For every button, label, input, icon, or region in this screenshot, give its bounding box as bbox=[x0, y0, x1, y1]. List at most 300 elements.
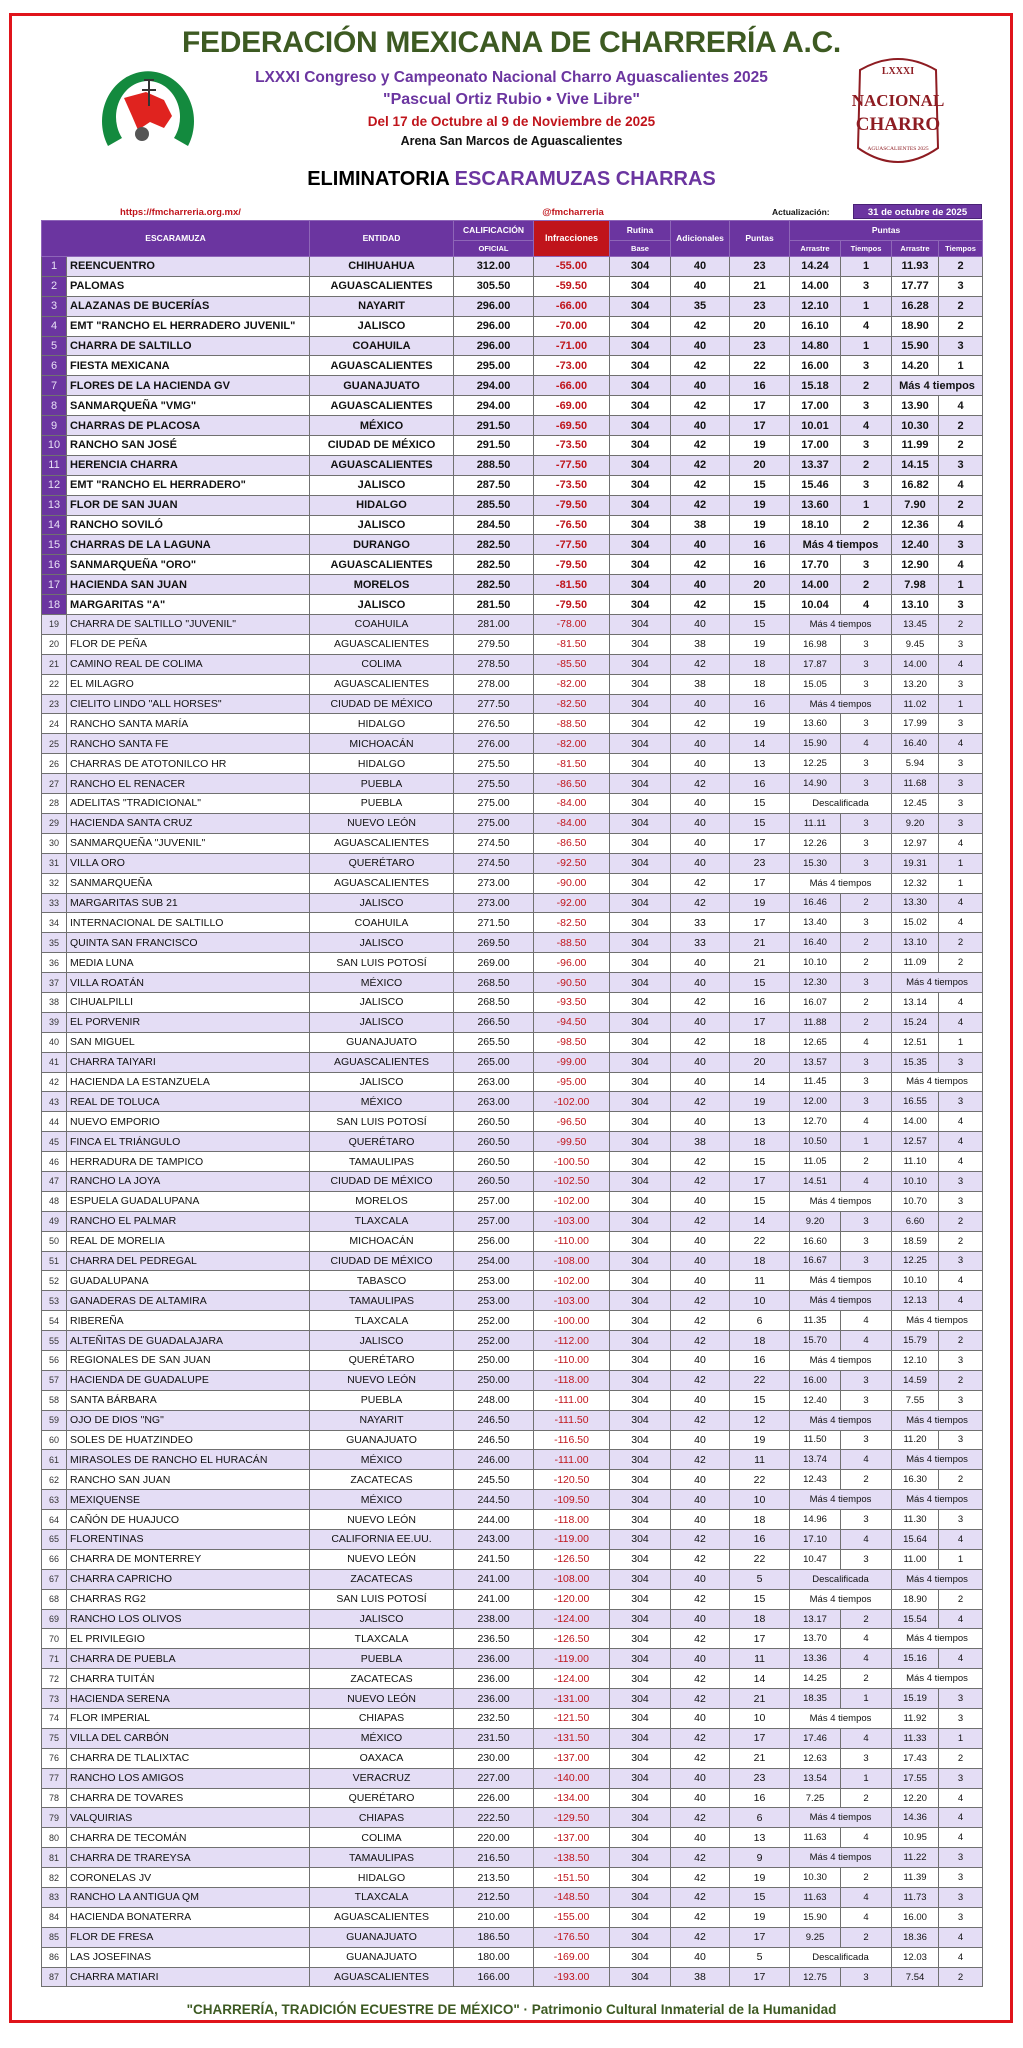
cell-arrastre-2: 12.10 bbox=[892, 1350, 939, 1370]
cell-arrastre-1: Más 4 tiempos bbox=[790, 1709, 892, 1729]
cell-arrastre-1: Más 4 tiempos bbox=[790, 1410, 892, 1430]
cell-arrastre-2: 10.95 bbox=[892, 1828, 939, 1848]
cell-arrastre-1: Descalificada bbox=[790, 1947, 892, 1967]
cell-tiempos-1: 4 bbox=[841, 1828, 892, 1848]
cell-infracciones: -124.00 bbox=[534, 1609, 610, 1629]
cell-puntas: 18 bbox=[730, 1251, 790, 1271]
cell-adicionales: 42 bbox=[671, 475, 730, 495]
cell-puntas: 15 bbox=[730, 475, 790, 495]
cell-adicionales: 42 bbox=[671, 1689, 730, 1709]
cell-escaramuza: INTERNACIONAL DE SALTILLO bbox=[67, 913, 310, 933]
cell-rutina: 304 bbox=[610, 1748, 671, 1768]
cell-arrastre-2: 15.19 bbox=[892, 1689, 939, 1709]
cell-arrastre-2: 15.16 bbox=[892, 1649, 939, 1669]
cell-infracciones: -99.50 bbox=[534, 1132, 610, 1152]
cell-rank: 7 bbox=[42, 376, 67, 396]
cell-entidad: MÉXICO bbox=[310, 973, 454, 993]
table-row bbox=[42, 913, 983, 933]
cell-tiempos-2: 1 bbox=[939, 1032, 983, 1052]
cell-infracciones: -131.00 bbox=[534, 1689, 610, 1709]
cell-arrastre-1: 16.10 bbox=[790, 316, 841, 336]
cell-puntas: 23 bbox=[730, 296, 790, 316]
cell-entidad: TAMAULIPAS bbox=[310, 1152, 454, 1172]
cell-adicionales: 40 bbox=[671, 1112, 730, 1132]
cell-rutina: 304 bbox=[610, 396, 671, 416]
cell-arrastre-1: 18.35 bbox=[790, 1689, 841, 1709]
cell-arrastre-2: 12.20 bbox=[892, 1788, 939, 1808]
cell-rank: 64 bbox=[42, 1510, 67, 1530]
cell-tiempos-1: 4 bbox=[841, 1032, 892, 1052]
cell-adicionales: 42 bbox=[671, 1748, 730, 1768]
cell-arrastre-1: 16.67 bbox=[790, 1251, 841, 1271]
svg-text:LXXXI: LXXXI bbox=[881, 66, 915, 77]
table-row bbox=[42, 1231, 983, 1251]
cell-calificacion: 296.00 bbox=[454, 336, 534, 356]
cell-escaramuza: EMT "RANCHO EL HERRADERO" bbox=[67, 475, 310, 495]
cell-rank: 41 bbox=[42, 1052, 67, 1072]
cell-arrastre-2: 17.77 bbox=[892, 276, 939, 296]
cell-calificacion: 273.00 bbox=[454, 873, 534, 893]
cell-rutina: 304 bbox=[610, 615, 671, 635]
cell-rank: 66 bbox=[42, 1549, 67, 1569]
cell-adicionales: 40 bbox=[671, 1390, 730, 1410]
cell-adicionales: 42 bbox=[671, 774, 730, 794]
cell-arrastre-1: 10.01 bbox=[790, 416, 841, 436]
svg-text:CHARRO: CHARRO bbox=[855, 114, 941, 135]
col-tiempos-1: Tiempos bbox=[841, 241, 892, 257]
cell-arrastre-2: 17.99 bbox=[892, 714, 939, 734]
cell-rank: 59 bbox=[42, 1410, 67, 1430]
cell-tiempos-1: 2 bbox=[841, 1152, 892, 1172]
cell-puntas: 21 bbox=[730, 276, 790, 296]
cell-arrastre-2: 15.54 bbox=[892, 1609, 939, 1629]
cell-entidad: AGUASCALIENTES bbox=[310, 356, 454, 376]
cell-entidad: PUEBLA bbox=[310, 1390, 454, 1410]
col-entidad: ENTIDAD bbox=[310, 221, 454, 257]
cell-escaramuza: FLORENTINAS bbox=[67, 1530, 310, 1550]
cell-arrastre-2: 7.54 bbox=[892, 1967, 939, 1987]
cell-tiempos-1: 3 bbox=[841, 674, 892, 694]
cell-infracciones: -119.00 bbox=[534, 1649, 610, 1669]
table-row bbox=[42, 276, 983, 296]
cell-arrastre-2: 10.10 bbox=[892, 1171, 939, 1191]
table-row bbox=[42, 694, 983, 714]
cell-tiempos-1: 4 bbox=[841, 1112, 892, 1132]
col-adicionales: Adicionales bbox=[671, 221, 730, 257]
cell-rutina: 304 bbox=[610, 634, 671, 654]
cell-tiempos-1: 1 bbox=[841, 336, 892, 356]
cell-calificacion: 260.50 bbox=[454, 1112, 534, 1132]
cell-rank: 3 bbox=[42, 296, 67, 316]
cell-entidad: JALISCO bbox=[310, 992, 454, 1012]
cell-puntas: 9 bbox=[730, 1848, 790, 1868]
cell-calificacion: 296.00 bbox=[454, 296, 534, 316]
cell-arrastre-1: 13.57 bbox=[790, 1052, 841, 1072]
cell-rank: 11 bbox=[42, 455, 67, 475]
cell-puntas: 10 bbox=[730, 1709, 790, 1729]
cell-arrastre-1: Más 4 tiempos bbox=[790, 873, 892, 893]
cell-arrastre-2: 11.09 bbox=[892, 953, 939, 973]
cell-entidad: CIUDAD DE MÉXICO bbox=[310, 694, 454, 714]
cell-rutina: 304 bbox=[610, 555, 671, 575]
cell-puntas: 19 bbox=[730, 515, 790, 535]
cell-rutina: 304 bbox=[610, 1012, 671, 1032]
cell-infracciones: -66.00 bbox=[534, 376, 610, 396]
table-row bbox=[42, 1132, 983, 1152]
cell-puntas: 22 bbox=[730, 1231, 790, 1251]
cell-calificacion: 250.00 bbox=[454, 1350, 534, 1370]
cell-adicionales: 40 bbox=[671, 1510, 730, 1530]
cell-entidad: MÉXICO bbox=[310, 1728, 454, 1748]
cell-entidad: NUEVO LEÓN bbox=[310, 813, 454, 833]
cell-escaramuza: CIHUALPILLI bbox=[67, 992, 310, 1012]
cell-infracciones: -137.00 bbox=[534, 1828, 610, 1848]
cell-rank: 48 bbox=[42, 1191, 67, 1211]
cell-adicionales: 40 bbox=[671, 336, 730, 356]
cell-tiempos-1: 2 bbox=[841, 1012, 892, 1032]
cell-calificacion: 244.50 bbox=[454, 1490, 534, 1510]
cell-adicionales: 38 bbox=[671, 674, 730, 694]
cell-calificacion: 277.50 bbox=[454, 694, 534, 714]
cell-arrastre-2: 11.22 bbox=[892, 1848, 939, 1868]
cell-arrastre-2: 12.03 bbox=[892, 1947, 939, 1967]
cell-entidad: PUEBLA bbox=[310, 1649, 454, 1669]
cell-calificacion: 260.50 bbox=[454, 1132, 534, 1152]
cell-calificacion: 288.50 bbox=[454, 455, 534, 475]
cell-calificacion: 257.00 bbox=[454, 1211, 534, 1231]
cell-arrastre-2: 12.32 bbox=[892, 873, 939, 893]
cell-escaramuza: ALTEÑITAS DE GUADALAJARA bbox=[67, 1331, 310, 1351]
table-row bbox=[42, 376, 983, 396]
cell-arrastre-1: Más 4 tiempos bbox=[790, 535, 892, 555]
cell-calificacion: 213.50 bbox=[454, 1868, 534, 1888]
cell-entidad: QUERÉTARO bbox=[310, 853, 454, 873]
cell-calificacion: 294.00 bbox=[454, 396, 534, 416]
cell-infracciones: -138.50 bbox=[534, 1848, 610, 1868]
cell-adicionales: 42 bbox=[671, 1032, 730, 1052]
cell-entidad: GUANAJUATO bbox=[310, 1947, 454, 1967]
cell-rutina: 304 bbox=[610, 475, 671, 495]
cell-rank: 57 bbox=[42, 1370, 67, 1390]
cell-entidad: AGUASCALIENTES bbox=[310, 555, 454, 575]
cell-escaramuza: CHARRA TAIYARI bbox=[67, 1052, 310, 1072]
cell-entidad: AGUASCALIENTES bbox=[310, 396, 454, 416]
cell-tiempos-1: 3 bbox=[841, 714, 892, 734]
cell-infracciones: -84.00 bbox=[534, 794, 610, 814]
cell-arrastre-1: Descalificada bbox=[790, 1569, 892, 1589]
cell-arrastre-2: 11.39 bbox=[892, 1868, 939, 1888]
cell-tiempos-2: 4 bbox=[939, 833, 983, 853]
cell-calificacion: 244.00 bbox=[454, 1510, 534, 1530]
cell-calificacion: 252.00 bbox=[454, 1311, 534, 1331]
cell-adicionales: 40 bbox=[671, 754, 730, 774]
cell-infracciones: -90.00 bbox=[534, 873, 610, 893]
cell-arrastre-1: 12.40 bbox=[790, 1390, 841, 1410]
cell-adicionales: 42 bbox=[671, 1171, 730, 1191]
table-row bbox=[42, 1569, 983, 1589]
cell-tiempos-2: 2 bbox=[939, 1470, 983, 1490]
cell-puntas: 21 bbox=[730, 933, 790, 953]
cell-puntas: 19 bbox=[730, 436, 790, 456]
cell-entidad: ZACATECAS bbox=[310, 1569, 454, 1589]
cell-arrastre-2: 13.45 bbox=[892, 615, 939, 635]
cell-entidad: NUEVO LEÓN bbox=[310, 1370, 454, 1390]
cell-escaramuza: RANCHO SANTA MARÍA bbox=[67, 714, 310, 734]
cell-entidad: NAYARIT bbox=[310, 296, 454, 316]
cell-rutina: 304 bbox=[610, 495, 671, 515]
cell-entidad: MORELOS bbox=[310, 575, 454, 595]
cell-infracciones: -120.00 bbox=[534, 1589, 610, 1609]
cell-arrastre-1: 13.37 bbox=[790, 455, 841, 475]
cell-escaramuza: REAL DE MORELIA bbox=[67, 1231, 310, 1251]
cell-rutina: 304 bbox=[610, 794, 671, 814]
cell-tiempos-1: 3 bbox=[841, 436, 892, 456]
cell-entidad: QUERÉTARO bbox=[310, 1350, 454, 1370]
cell-puntas: 17 bbox=[730, 1927, 790, 1947]
cell-puntas: 18 bbox=[730, 654, 790, 674]
cell-puntas: 20 bbox=[730, 1052, 790, 1072]
cell-escaramuza: HACIENDA BONATERRA bbox=[67, 1907, 310, 1927]
cell-puntas: 17 bbox=[730, 1171, 790, 1191]
cell-tiempos-1: 3 bbox=[841, 654, 892, 674]
cell-infracciones: -102.50 bbox=[534, 1171, 610, 1191]
cell-puntas: 15 bbox=[730, 973, 790, 993]
cell-arrastre-1: 16.40 bbox=[790, 933, 841, 953]
cell-adicionales: 42 bbox=[671, 1370, 730, 1390]
cell-rutina: 304 bbox=[610, 1112, 671, 1132]
cell-escaramuza: CHARRA DE TRAREYSA bbox=[67, 1848, 310, 1868]
cell-rank: 68 bbox=[42, 1589, 67, 1609]
cell-escaramuza: FLORES DE LA HACIENDA GV bbox=[67, 376, 310, 396]
cell-escaramuza: ADELITAS "TRADICIONAL" bbox=[67, 794, 310, 814]
cell-entidad: GUANAJUATO bbox=[310, 1927, 454, 1947]
cell-rutina: 304 bbox=[610, 774, 671, 794]
cell-tiempos-1: 3 bbox=[841, 634, 892, 654]
cell-adicionales: 42 bbox=[671, 1848, 730, 1868]
cell-rutina: 304 bbox=[610, 1589, 671, 1609]
cell-puntas: 16 bbox=[730, 992, 790, 1012]
cell-calificacion: 285.50 bbox=[454, 495, 534, 515]
cell-arrastre-1: 16.60 bbox=[790, 1231, 841, 1251]
cell-escaramuza: CHARRA DE TECOMÁN bbox=[67, 1828, 310, 1848]
cell-calificacion: 291.50 bbox=[454, 416, 534, 436]
cell-calificacion: 282.50 bbox=[454, 555, 534, 575]
cell-arrastre-1: 12.26 bbox=[790, 833, 841, 853]
cell-tiempos-1: 2 bbox=[841, 1470, 892, 1490]
table-row bbox=[42, 714, 983, 734]
cell-rank: 47 bbox=[42, 1171, 67, 1191]
cell-arrastre-2: 18.36 bbox=[892, 1927, 939, 1947]
cell-infracciones: -82.00 bbox=[534, 734, 610, 754]
cell-adicionales: 38 bbox=[671, 1967, 730, 1987]
cell-infracciones: -121.50 bbox=[534, 1709, 610, 1729]
cell-tiempos-1: 2 bbox=[841, 575, 892, 595]
cell-calificacion: 305.50 bbox=[454, 276, 534, 296]
cell-rank: 49 bbox=[42, 1211, 67, 1231]
cell-adicionales: 40 bbox=[671, 1072, 730, 1092]
cell-rank: 83 bbox=[42, 1888, 67, 1908]
cell-adicionales: 40 bbox=[671, 1490, 730, 1510]
cell-entidad: COAHUILA bbox=[310, 336, 454, 356]
cell-arrastre-2: 12.97 bbox=[892, 833, 939, 853]
table-row bbox=[42, 1092, 983, 1112]
cell-arrastre-1: 12.63 bbox=[790, 1748, 841, 1768]
cell-arrastre-2: 16.40 bbox=[892, 734, 939, 754]
cell-puntas: 23 bbox=[730, 853, 790, 873]
cell-rutina: 304 bbox=[610, 1669, 671, 1689]
cell-arrastre-1: 11.63 bbox=[790, 1888, 841, 1908]
cell-infracciones: -69.50 bbox=[534, 416, 610, 436]
cell-tiempos-1: 2 bbox=[841, 1669, 892, 1689]
cell-puntas: 23 bbox=[730, 1768, 790, 1788]
cell-entidad: SAN LUIS POTOSÍ bbox=[310, 1112, 454, 1132]
cell-tiempos-2: 4 bbox=[939, 1788, 983, 1808]
cell-entidad: MÉXICO bbox=[310, 1092, 454, 1112]
cell-infracciones: -71.00 bbox=[534, 336, 610, 356]
cell-rutina: 304 bbox=[610, 1768, 671, 1788]
cell-escaramuza: ESPUELA GUADALUPANA bbox=[67, 1191, 310, 1211]
cell-tiempos-2: 3 bbox=[939, 1390, 983, 1410]
table-row bbox=[42, 1470, 983, 1490]
cell-puntas: 15 bbox=[730, 1191, 790, 1211]
cell-infracciones: -110.00 bbox=[534, 1350, 610, 1370]
cell-arrastre-1: Más 4 tiempos bbox=[790, 1808, 892, 1828]
cell-rank: 22 bbox=[42, 674, 67, 694]
cell-tiempos-2: 4 bbox=[939, 1609, 983, 1629]
cell-calificacion: 236.00 bbox=[454, 1649, 534, 1669]
cell-tiempos-1: 4 bbox=[841, 1629, 892, 1649]
cell-tiempos-2: 2 bbox=[939, 1331, 983, 1351]
cell-arrastre-1: 12.25 bbox=[790, 754, 841, 774]
cell-tiempos-2: 4 bbox=[939, 1271, 983, 1291]
cell-tiempos-1: 2 bbox=[841, 992, 892, 1012]
cell-entidad: PUEBLA bbox=[310, 774, 454, 794]
cell-puntas: 21 bbox=[730, 953, 790, 973]
cell-calificacion: 278.50 bbox=[454, 654, 534, 674]
cell-escaramuza: CHARRA CAPRICHO bbox=[67, 1569, 310, 1589]
cell-adicionales: 40 bbox=[671, 1430, 730, 1450]
cell-rank: 37 bbox=[42, 973, 67, 993]
cell-arrastre-1: 13.17 bbox=[790, 1609, 841, 1629]
cell-entidad: NUEVO LEÓN bbox=[310, 1510, 454, 1530]
cell-rank: 51 bbox=[42, 1251, 67, 1271]
cell-puntas: 19 bbox=[730, 1907, 790, 1927]
cell-puntas: 21 bbox=[730, 1689, 790, 1709]
cell-tiempos-2: 4 bbox=[939, 515, 983, 535]
cell-escaramuza: FLOR DE PEÑA bbox=[67, 634, 310, 654]
cell-tiempos-2: 3 bbox=[939, 276, 983, 296]
cell-arrastre-1: 14.24 bbox=[790, 257, 841, 277]
cell-arrastre-2: 13.10 bbox=[892, 595, 939, 615]
cell-arrastre-1: 12.10 bbox=[790, 296, 841, 316]
cell-tiempos-2: 2 bbox=[939, 1748, 983, 1768]
cell-rutina: 304 bbox=[610, 1907, 671, 1927]
cell-calificacion: 226.00 bbox=[454, 1788, 534, 1808]
cell-infracciones: -126.50 bbox=[534, 1549, 610, 1569]
table-row bbox=[42, 1191, 983, 1211]
cell-calificacion: 243.00 bbox=[454, 1530, 534, 1550]
cell-tiempos-1: 3 bbox=[841, 1390, 892, 1410]
cell-rutina: 304 bbox=[610, 515, 671, 535]
cell-entidad: NUEVO LEÓN bbox=[310, 1689, 454, 1709]
table-row bbox=[42, 1390, 983, 1410]
cell-puntas: 16 bbox=[730, 694, 790, 714]
cell-arrastre-2: Más 4 tiempos bbox=[892, 1669, 983, 1689]
table-row bbox=[42, 416, 983, 436]
cell-arrastre-2: 11.02 bbox=[892, 694, 939, 714]
cell-puntas: 5 bbox=[730, 1569, 790, 1589]
cell-rank: 79 bbox=[42, 1808, 67, 1828]
cell-rank: 2 bbox=[42, 276, 67, 296]
cell-entidad: SAN LUIS POTOSÍ bbox=[310, 1589, 454, 1609]
table-row bbox=[42, 475, 983, 495]
cell-adicionales: 40 bbox=[671, 853, 730, 873]
cell-puntas: 18 bbox=[730, 1510, 790, 1530]
cell-rank: 67 bbox=[42, 1569, 67, 1589]
cell-tiempos-2: 3 bbox=[939, 1868, 983, 1888]
cell-infracciones: -112.00 bbox=[534, 1331, 610, 1351]
cell-escaramuza: SANMARQUEÑA "JUVENIL" bbox=[67, 833, 310, 853]
cell-arrastre-2: Más 4 tiempos bbox=[892, 973, 983, 993]
cell-adicionales: 42 bbox=[671, 1808, 730, 1828]
cell-entidad: OAXACA bbox=[310, 1748, 454, 1768]
cell-puntas: 16 bbox=[730, 1350, 790, 1370]
cell-rutina: 304 bbox=[610, 1709, 671, 1729]
col-puntas: Puntas bbox=[730, 221, 790, 257]
table-row bbox=[42, 1728, 983, 1748]
cell-arrastre-1: 12.30 bbox=[790, 973, 841, 993]
cell-tiempos-2: 1 bbox=[939, 694, 983, 714]
table-row bbox=[42, 1828, 983, 1848]
cell-tiempos-2: 2 bbox=[939, 416, 983, 436]
cell-rank: 31 bbox=[42, 853, 67, 873]
cell-rutina: 304 bbox=[610, 1092, 671, 1112]
cell-escaramuza: FLOR DE SAN JUAN bbox=[67, 495, 310, 515]
cell-infracciones: -119.00 bbox=[534, 1530, 610, 1550]
table-row bbox=[42, 1947, 983, 1967]
cell-arrastre-2: 11.92 bbox=[892, 1709, 939, 1729]
cell-adicionales: 42 bbox=[671, 1092, 730, 1112]
cell-escaramuza: CHARRAS DE ATOTONILCO HR bbox=[67, 754, 310, 774]
cell-arrastre-2: 7.90 bbox=[892, 495, 939, 515]
cell-puntas: 13 bbox=[730, 754, 790, 774]
cell-entidad: MÉXICO bbox=[310, 416, 454, 436]
cell-arrastre-1: 13.54 bbox=[790, 1768, 841, 1788]
cell-puntas: 18 bbox=[730, 1331, 790, 1351]
cell-tiempos-1: 3 bbox=[841, 276, 892, 296]
cell-tiempos-2: 4 bbox=[939, 475, 983, 495]
website-link[interactable]: https://fmcharreria.org.mx/ bbox=[120, 207, 241, 218]
cell-entidad: NAYARIT bbox=[310, 1410, 454, 1430]
cell-arrastre-1: 15.05 bbox=[790, 674, 841, 694]
cell-infracciones: -59.50 bbox=[534, 276, 610, 296]
cell-entidad: COLIMA bbox=[310, 1828, 454, 1848]
cell-calificacion: 279.50 bbox=[454, 634, 534, 654]
cell-escaramuza: RANCHO SAN JUAN bbox=[67, 1470, 310, 1490]
cell-puntas: 17 bbox=[730, 913, 790, 933]
cell-entidad: NUEVO LEÓN bbox=[310, 1549, 454, 1569]
cell-adicionales: 35 bbox=[671, 296, 730, 316]
cell-escaramuza: RANCHO LA JOYA bbox=[67, 1171, 310, 1191]
cell-infracciones: -103.00 bbox=[534, 1291, 610, 1311]
table-row bbox=[42, 1152, 983, 1172]
table-row bbox=[42, 1171, 983, 1191]
cell-tiempos-1: 3 bbox=[841, 1072, 892, 1092]
cell-escaramuza: RANCHO LOS OLIVOS bbox=[67, 1609, 310, 1629]
cell-puntas: 17 bbox=[730, 396, 790, 416]
social-handle[interactable]: @fmcharreria bbox=[542, 207, 604, 218]
cell-rutina: 304 bbox=[610, 1569, 671, 1589]
